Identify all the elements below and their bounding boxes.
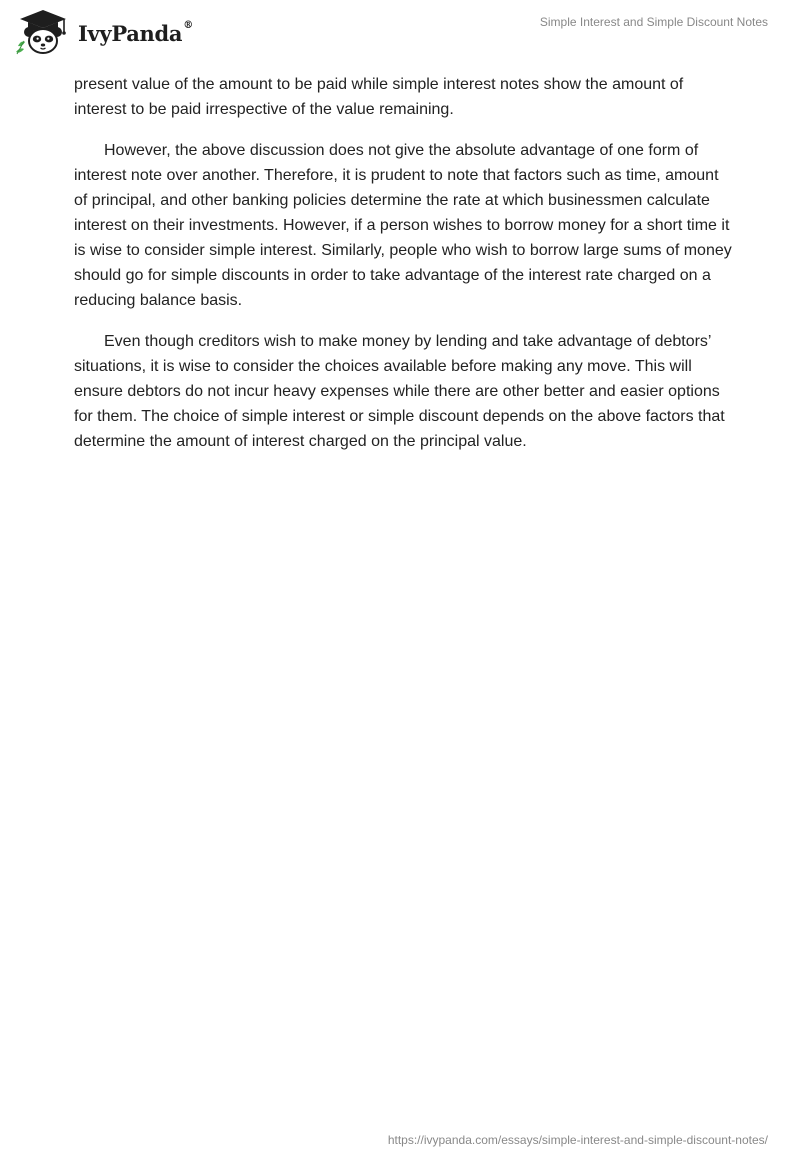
page-header <box>0 0 800 60</box>
logo-text: IvyPanda <box>78 21 183 46</box>
source-url-link[interactable]: https://ivypanda.com/essays/simple-interest-and-simple-discount-notes/ <box>387 1133 768 1147</box>
registered-mark: ® <box>183 20 193 31</box>
ivypanda-logo[interactable] <box>14 8 193 56</box>
paragraph: However, the above discussion does not give the absolute advantage of one form of interest note over another. Therefore, it is prudent to note that factors such as time, amount of principal, and other banking policies determine the rate at which businessmen calculate interest on their investments. However, if a person wishes to borrow money for a short time it is wise to consider simple interest. Similarly, people who wish to borrow large sums of money should go for simple discounts in order to take advantage of the interest rate charged on a reducing balance basis. <box>74 142 732 309</box>
panda-graduation-cap-icon <box>14 8 72 56</box>
paragraph-continuation: present value of the amount to be paid while simple interest notes show the amount of interest to be paid irrespective of the value remaining. <box>74 76 684 118</box>
essay-body <box>74 72 734 470</box>
logo-wordmark <box>78 20 193 46</box>
page-title: Simple Interest and Simple Discount Notes <box>539 15 768 29</box>
paragraph: Even though creditors wish to make money by lending and take advantage of debtors’ situations, it is wise to consider the choices available before making any move. This will ensure debtors do not incur heavy expenses while there are other better and easier options for them. The choice of simple interest or simple discount depends on the above factors that determine the amount of interest charged on the principal value. <box>74 333 725 450</box>
